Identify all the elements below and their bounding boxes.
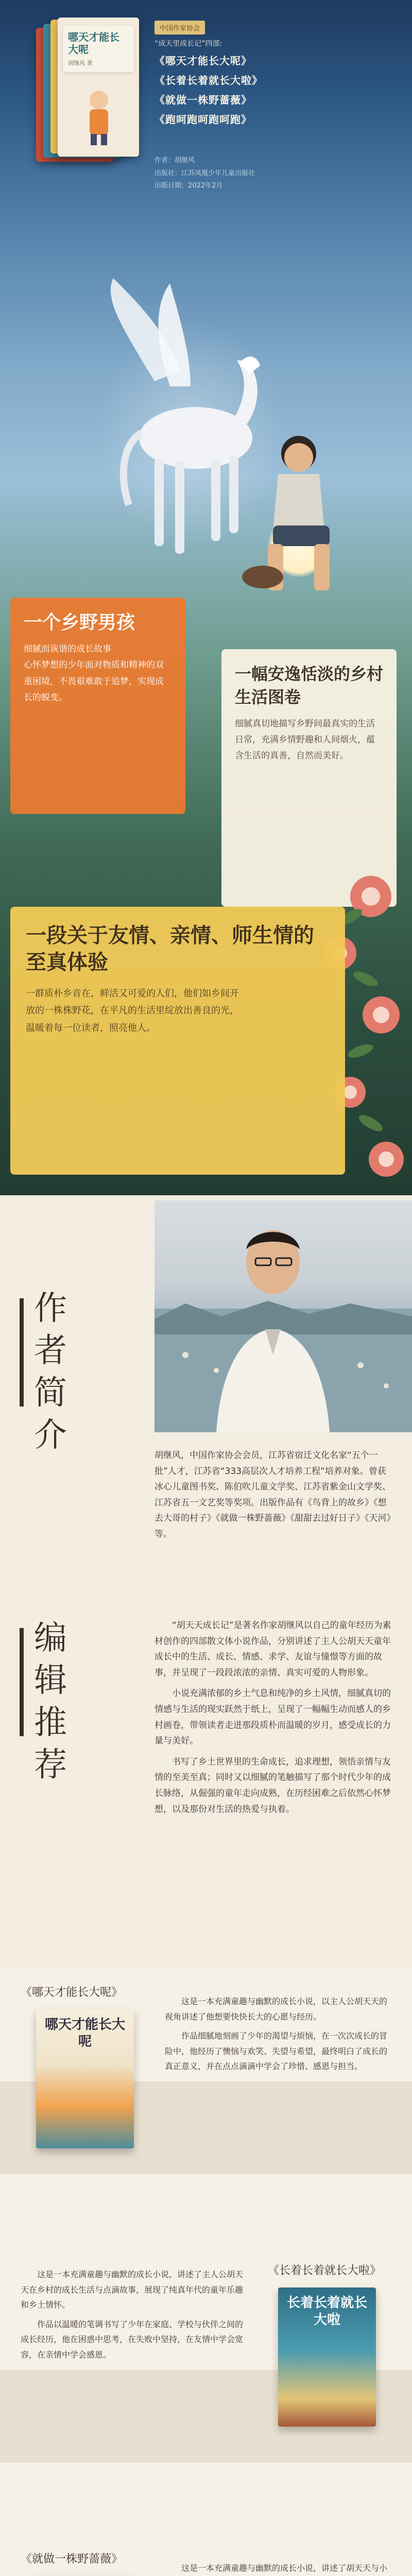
series-intro: “成天里成长记”四部: [154, 40, 222, 48]
series-meta [154, 155, 391, 193]
card1-body: 细腻而诙谐的成长故事 心怀梦想的少年面对物质和精神的双重困境，不畏艰难敢于追梦，实现成长的蜕变。 [24, 644, 164, 703]
sitting-boy-illustration-icon [242, 422, 345, 598]
series-titles [154, 37, 391, 129]
feature-card-relationships [10, 907, 345, 1175]
series-title-4: 《跑呵跑呵跑呵跑》 [154, 113, 252, 126]
editor-paragraph: “胡天天成长记”是著名作家胡继风以自己的童年经历为素材创作的四部散文体小说作品，分别讲述了主人公胡天天童年成长中的生活、成长、情感、求学、友谊与憧憬等方面的故事，并呈现了一段段浓浓的亲情、真实可爱的人物形象。 [154, 1620, 391, 1678]
book-1-cover: 哪天才能长大呢 [36, 2009, 134, 2148]
author-bio: 胡继风，中国作家协会会员，江苏省宿迁文化名家“五个一批”人才，江苏省“333高层次人才培养工程”培养对象。曾获冰心儿童图书奖、陈伯吹儿童文学奖、江苏省紫金山文学奖、江苏省五一文艺奖等奖项。出版作品有《鸟背上的故乡》《想去大哥的村子》《就做一株野蔷薇》《甜甜去过好日子》《天河》等。 [154, 1450, 391, 1539]
book-stack-illustration [36, 18, 139, 177]
book-2-description: 这是一本充满童趣与幽默的成长小说，讲述了主人公胡天天在乡村的成长生活与点滴故事，展现了纯真年代的童年乐趣和乡土情怀。 作品以温暖的笔调书写了少年在家庭、学校与伙伴之间的成长经历，他在困惑中思考，在失败中坚持，在友情中学会宽容，在亲情中学会感恩。 [21, 2269, 244, 2360]
book-1-description: 这是一本充满童趣与幽默的成长小说，以主人公胡天天的视角讲述了他想要快快长大的心愿与经历。 作品细腻地刻画了少年的渴望与烦恼，在一次次成长的冒险中，他经历了懊恼与欢笑、失望与希望，最终明白了成长的真正意义，并在点点滴滴中学会了珍惜、感恩与担当。 [165, 1996, 388, 2072]
meta-author: 作者：胡继风 [154, 157, 195, 164]
card2-heading: 一幅安逸恬淡的乡村生活图卷 [235, 664, 384, 707]
feature-card-rural-boy [10, 598, 185, 814]
card1-heading: 一个乡野男孩 [24, 612, 135, 633]
editor-recommendation [154, 1618, 397, 1822]
book-card [63, 26, 134, 72]
book-2-cover: 长着长着就长大啦 [278, 2287, 376, 2427]
author-heading-bar [20, 1298, 24, 1406]
series-tag: 中国作家协会 [154, 21, 205, 35]
author-heading: 作 者 简 介 [34, 1290, 67, 1454]
author-portrait-icon [154, 1200, 412, 1432]
book-card-title: 哪天才能长大呢 [68, 31, 119, 56]
book-1-label: 《哪天才能长大呢》 [21, 1986, 123, 1999]
meta-date: 出版日期：2022年2月 [154, 182, 223, 190]
boy-illustration-icon [73, 84, 125, 146]
card2-body: 细腻真切地描写乡野间最真实的生活日常，充满乡情野趣和人间烟火，蕴含生活的真善，自然而美好。 [235, 718, 375, 761]
book-3-description: 这是一本充满童趣与幽默的成长小说，讲述了胡天天与小 [181, 2563, 388, 2573]
meta-publisher: 出版社：江苏凤凰少年儿童出版社 [154, 169, 255, 177]
series-title-3: 《就做一株野蔷薇》 [154, 93, 252, 106]
book-2-label: 《长着长着就长大啦》 [268, 2264, 382, 2277]
series-title-2: 《长着长着就长大啦》 [154, 74, 263, 87]
editor-heading: 编 辑 推 荐 [34, 1619, 67, 1784]
author-photo [154, 1200, 412, 1432]
series-title-1: 《哪天才能长大呢》 [154, 54, 252, 67]
card3-heading: 一段关于友情、亲情、师生情的至真体验 [26, 923, 314, 974]
card3-body: 一群质朴乡音在，鲜活又可爱的人们，他们如乡间开放的一株株野花，在平凡的生活里绽放出善良的光，温暖着每一位读者，照亮他人。 [26, 988, 239, 1033]
editor-paragraph: 小说充满浓郁的乡土气息和纯净的乡土风情，细腻真切的情感与生活的现实跃然于纸上，呈现了一幅幅生动而感人的乡村画卷，带领读者走进那段质朴而温暖的岁月，感受成长的力量与美好。 [154, 1688, 391, 1747]
book-card-author: 胡继风 著 [68, 60, 93, 66]
editor-paragraph: 书写了乡土世界里的生命成长，追求理想，领悟亲情与友情的至美至真；同时又以细腻的笔触描写了那个时代少年的成长脉络，从倔强的童年走向成熟，在历经困难之后依然心怀梦想，以及那份对生活的热爱与执着。 [154, 1756, 391, 1815]
editor-heading-bar [20, 1628, 24, 1736]
book-3-label: 《就做一株野蔷薇》 [21, 2553, 123, 2566]
